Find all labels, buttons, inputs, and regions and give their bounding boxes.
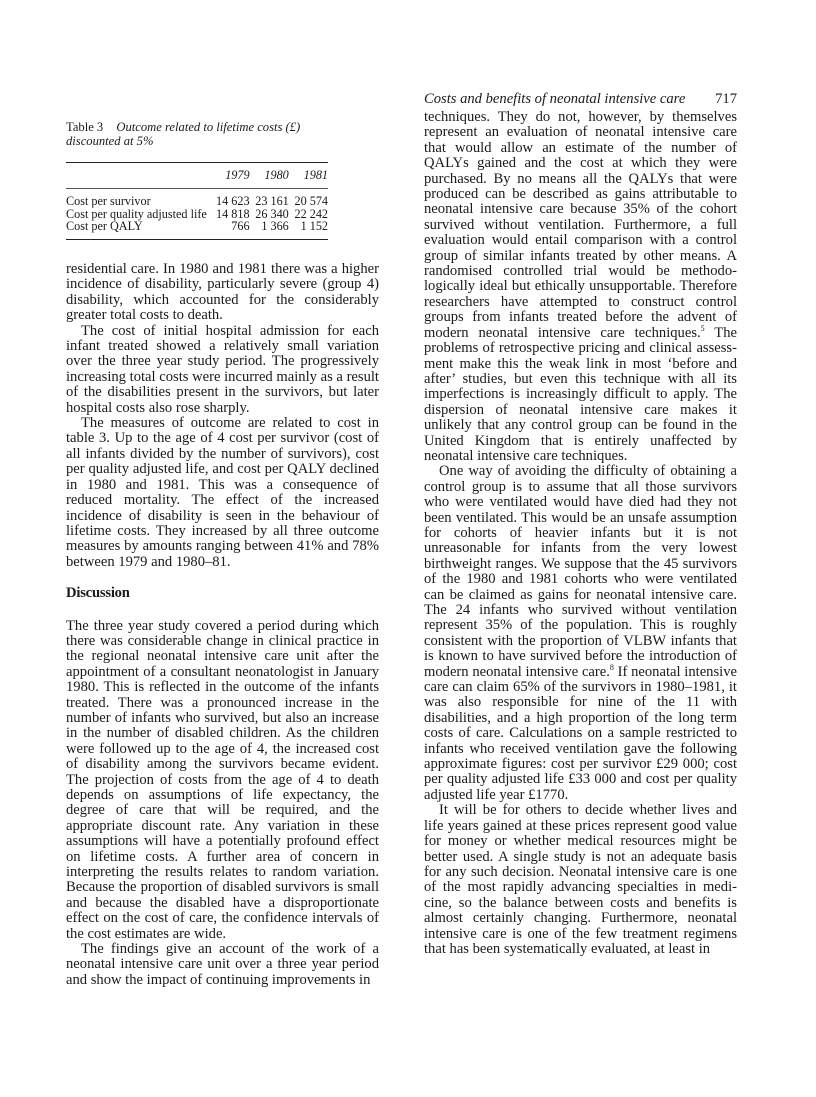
cell-value: 14 818 — [216, 206, 250, 221]
section-heading-discussion: Discussion — [66, 585, 130, 602]
cell-value: 23 161 — [255, 193, 289, 208]
left-column — [66, 262, 379, 988]
paragraph: The findings give an account of the work of a neonatal intensive care unit over a three year period and show the impact of continuing improvements in — [66, 941, 379, 988]
paragraph — [424, 464, 737, 803]
right-column — [424, 110, 737, 957]
paragraph: The cost of initial hospital admission for each infant treated showed a relatively small variation over the three year study period. The progressively increasing total costs were incurred mainly as a result of the disabilities present in the survivors, but later hospital costs also rose sharply. — [66, 322, 379, 416]
table-row — [66, 220, 328, 239]
text-run: techniques. They do not, however, by themselves represent an evaluation of neonatal intensive care that would allow an estimate of the number of QALYs gained and the cost at which they were purchased. By no means all the QALYs that were produced can be described as gains attributable to neonatal intensive care because 35% of the cohort survived without ventilation. Furthermore, a full evaluation would entail comparison with a control group of similar infants treated by other means. A randomised controlled trial would be methodologically ideal but ethically unsupportable. Therefore researchers have attempted to construct control groups from infants treated before the advent of modern neonatal intensive care techniques. — [424, 109, 737, 341]
table-row — [66, 188, 328, 207]
page-number: 717 — [715, 91, 737, 107]
cell-value: 26 340 — [255, 206, 289, 221]
cell-value: 20 574 — [294, 193, 328, 208]
table-caption — [66, 120, 328, 148]
paragraph: The measures of outcome are related to cost in table 3. Up to the age of 4 cost per survivor (cost of all infants divided by the number of survivors), cost per quality adjusted life, and cost per QALY declined in 1980 and 1981. This was a consequence of reduced mortality. The effect of the increased incidence of disability is seen in the behaviour of lifetime costs. They increased by all three outcome measures by amounts ranging between 41% and 78% between 1979 and 1980–81. — [66, 415, 379, 570]
table-header-1981: 1981 — [303, 168, 328, 182]
row-label: Cost per quality adjusted life — [66, 206, 207, 221]
table-caption-text: Outcome related to lifetime costs (£) discounted at 5% — [66, 120, 301, 148]
paragraph: The three year study covered a period during which there was considerable change in clinical practice in the regional neonatal intensive care unit after the appointment of a consultant neonatologist in January 1980. This is reflected in the outcome of the infants treated. There was a pronounced increase in the number of infants who survived, but also an increase in the number of disabled children. As the children were followed up to the age of 4, the increased cost of disability among the survivors became evident. The projection of costs from the age of 4 to death depends on assumptions of life expectancy, the degree of care that will be required, and the appropriate discount rate. Any variation in these assumptions will have a potentially profound effect on lifetime costs. A further area of concern in interpreting the results relates to random variation. Because the proportion of disabled survivors is small and because the disabled have a disproportionate effect on the cost of care, the confidence intervals of the cost estimates are wide. — [66, 617, 379, 942]
reference-marker: 5 — [700, 323, 705, 333]
cell-value: 22 242 — [294, 206, 328, 221]
row-label: Cost per QALY — [66, 219, 143, 234]
reference-marker: 8 — [609, 662, 614, 672]
table-header-1980: 1980 — [264, 168, 289, 182]
cell-value: 14 623 — [216, 193, 250, 208]
table-header-row — [66, 163, 328, 189]
cell-value: 1 366 — [261, 219, 289, 234]
table-header-1979: 1979 — [225, 168, 250, 182]
running-head — [424, 90, 737, 108]
paragraph: It will be for others to decide whether lives and life years gained at these prices represent good value for money or whether medical resources might be better used. A single study is not an adequate basis for any such decision. Neonatal intensive care is one of the most rapidly advancing specialties in medicine, so the balance between costs and benefits is almost certainly changing. Furthermore, neonatal intensive care is one of the few treatment regimens that has been systematically evaluated, at least in — [424, 802, 737, 957]
row-label: Cost per survivor — [66, 193, 151, 208]
table-header-blank — [66, 163, 207, 189]
cell-value: 766 — [231, 219, 250, 234]
text-run: If neonatal intensive care can claim 65% of the survivors in 1980–1981, it was also responsible for nine of the 11 with disabilities, and a high proportion of the long term costs of care. Calculations on a sample restricted to infants who received ventilation gave the following approximate figures: cost per survivor £29 000; cost per quality adjusted life £33 000 and cost per quality adjusted life year £1770. — [424, 663, 737, 803]
running-head-title: Costs and benefits of neonatal intensive care — [424, 91, 686, 107]
text-run: One way of avoiding the difficulty of obtaining a control group is to assume that all those survivors who were ventilated would have died had they not been ventilated. This would be an unsafe assumption for cohorts of heavier infants but it is not unreasonable for infants from the very lowest birthweight ranges. We suppose that the 45 survivors of the 1980 and 1981 cohorts who were ventilated can be claimed as gains for neonatal intensive care. The 24 infants who survived without ventilation represent 35% of the population. This is roughly consistent with the proportion of VLBW infants that is known to have survived before the introduction of modern neonatal intensive care. — [424, 463, 737, 680]
text-run: The problems of retrospective pricing and clinical assessment make this the weak link in most ‘before and after’ studies, but even this technique with all its imperfections is increasingly difficult to apply. The dispersion of neonatal intensive care makes it unlikely that any control group can be found in the United Kingdom that is entirely unaffected by neonatal intensive care techniques. — [424, 324, 737, 464]
outcome-cost-table — [66, 162, 328, 240]
paragraph: residential care. In 1980 and 1981 there was a higher incidence of disability, particularly severe (group 4) disability, which accounted for the considerably greater total costs to death. — [66, 261, 379, 324]
paragraph — [424, 110, 737, 464]
cell-value: 1 152 — [300, 219, 328, 234]
table-number: Table 3 — [66, 120, 104, 134]
table-3 — [66, 120, 328, 240]
